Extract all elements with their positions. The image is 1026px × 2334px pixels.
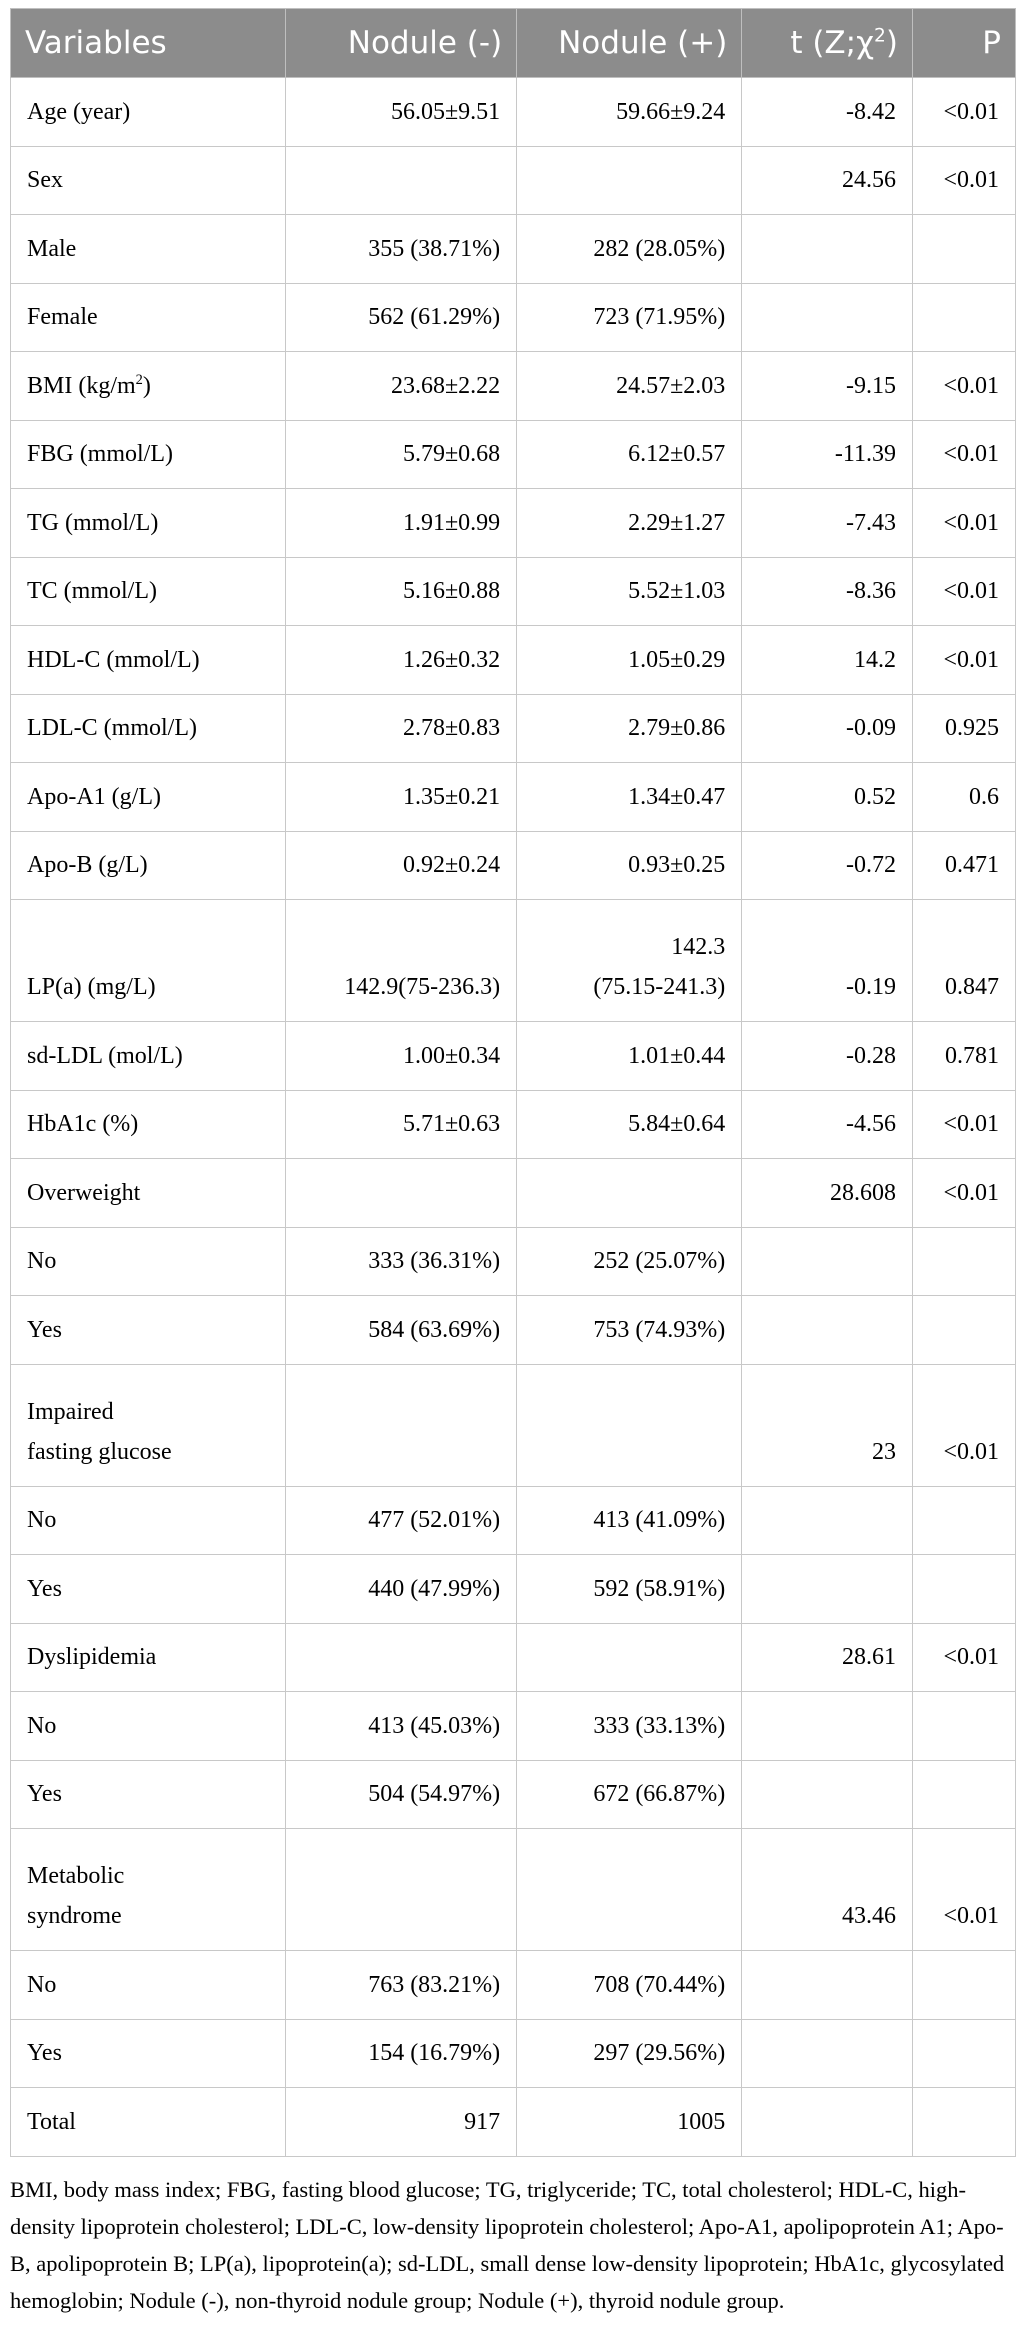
cell-p-value: 0.6 [912,763,1015,832]
row-label: TG (mmol/L) [11,489,286,558]
cell-nodule-positive [517,1623,742,1692]
cell-nodule-negative: 142.9(75-236.3) [286,900,517,1022]
row-label: LP(a) (mg/L) [11,900,286,1022]
characteristics-table [10,8,1016,2157]
cell-nodule-negative [286,146,517,215]
cell-nodule-negative: 1.35±0.21 [286,763,517,832]
cell-nodule-positive: 708 (70.44%) [517,1951,742,2020]
row-label [11,1829,286,1951]
cell-p-value [912,2019,1015,2088]
cell-nodule-positive [517,1159,742,1228]
cell-nodule-positive: 6.12±0.57 [517,420,742,489]
row-label: No [11,1951,286,2020]
table-row [11,557,1016,626]
header-stat-suffix: ) [885,25,898,61]
header-test-statistic [742,9,913,78]
cell-p-value: <0.01 [912,1623,1015,1692]
cell-nodule-positive: 413 (41.09%) [517,1486,742,1555]
header-p-value: P [912,9,1015,78]
table-row [11,146,1016,215]
cell-statistic: 43.46 [742,1829,913,1951]
cell-p-value: 0.925 [912,694,1015,763]
cell-statistic [742,2019,913,2088]
cell-statistic: -0.28 [742,1022,913,1091]
cell-statistic: -11.39 [742,420,913,489]
cell-nodule-negative: 763 (83.21%) [286,1951,517,2020]
cell-statistic [742,1486,913,1555]
cell-nodule-positive: 282 (28.05%) [517,215,742,284]
cell-statistic: -8.42 [742,78,913,147]
row-label-sup: 2 [135,371,143,388]
cell-nodule-negative: 5.16±0.88 [286,557,517,626]
cell-nodule-positive: 2.29±1.27 [517,489,742,558]
cell-p-value: <0.01 [912,1364,1015,1486]
row-label-line-2: fasting glucose [27,1438,172,1465]
cell-nodule-positive: 592 (58.91%) [517,1555,742,1624]
row-label: FBG (mmol/L) [11,420,286,489]
table-row [11,900,1016,1022]
row-label: LDL-C (mmol/L) [11,694,286,763]
cell-nodule-negative: 917 [286,2088,517,2157]
cell-nodule-positive [517,1829,742,1951]
cell-nodule-positive: 1.01±0.44 [517,1022,742,1091]
table-row [11,1555,1016,1624]
cell-p-value: 0.847 [912,900,1015,1022]
cell-statistic [742,2088,913,2157]
cell-p-value: <0.01 [912,352,1015,421]
cell-statistic [742,283,913,352]
cell-statistic: -9.15 [742,352,913,421]
cell-nodule-negative: 2.78±0.83 [286,694,517,763]
cell-p-value [912,215,1015,284]
cell-nodule-negative: 23.68±2.22 [286,352,517,421]
cell-statistic: -0.09 [742,694,913,763]
cell-nodule-positive: 5.84±0.64 [517,1090,742,1159]
cell-nodule-positive [517,1364,742,1486]
table-row [11,215,1016,284]
cell-nodule-negative: 440 (47.99%) [286,1555,517,1624]
cell-p-value: <0.01 [912,489,1015,558]
cell-line-1: 142.3 [671,934,726,960]
table-row [11,626,1016,695]
cell-nodule-positive: 753 (74.93%) [517,1296,742,1365]
row-label-line-2: syndrome [27,1903,122,1929]
cell-statistic [742,1692,913,1761]
cell-p-value [912,283,1015,352]
cell-nodule-negative: 56.05±9.51 [286,78,517,147]
table-row [11,1227,1016,1296]
table-row [11,1022,1016,1091]
cell-nodule-positive [517,146,742,215]
cell-statistic [742,1951,913,2020]
cell-statistic: -0.72 [742,831,913,900]
header-variables: Variables [11,9,286,78]
cell-p-value [912,1486,1015,1555]
cell-p-value [912,1951,1015,2020]
cell-nodule-positive: 1.05±0.29 [517,626,742,695]
cell-nodule-negative: 584 (63.69%) [286,1296,517,1365]
cell-nodule-negative: 1.00±0.34 [286,1022,517,1091]
row-label: Sex [11,146,286,215]
cell-p-value: <0.01 [912,1090,1015,1159]
cell-nodule-positive: 2.79±0.86 [517,694,742,763]
cell-nodule-positive: 297 (29.56%) [517,2019,742,2088]
table-row [11,1951,1016,2020]
table-row [11,1296,1016,1365]
table-row [11,489,1016,558]
cell-nodule-negative: 355 (38.71%) [286,215,517,284]
cell-statistic: 0.52 [742,763,913,832]
cell-statistic: -4.56 [742,1090,913,1159]
table-footnote: BMI, body mass index; FBG, fasting blood glucose; TG, triglyceride; TC, total cholesterol; HDL-C, high-density lipoprotein cholesterol; LDL-C, low-density lipoprotein cholesterol; Apo-A1, apolipoprotein A1; Apo-B, apolipoprotein B; LP(a), lipoprotein(a); sd-LDL, small dense low-density lipoprotein; HbA1c, glycosylated hemoglobin; Nodule (-), non-thyroid nodule group; Nodule (+), thyroid nodule group. [10,2176,1005,2313]
table-row [11,1486,1016,1555]
row-label: Apo-B (g/L) [11,831,286,900]
cell-p-value [912,1760,1015,1829]
cell-nodule-positive: 24.57±2.03 [517,352,742,421]
cell-statistic: -8.36 [742,557,913,626]
cell-p-value [912,2088,1015,2157]
cell-line-2: (75.15-241.3) [593,974,726,1000]
cell-statistic [742,1227,913,1296]
cell-nodule-positive: 723 (71.95%) [517,283,742,352]
cell-p-value: <0.01 [912,1829,1015,1951]
header-nodule-negative: Nodule (-) [286,9,517,78]
table-row [11,2088,1016,2157]
cell-nodule-negative: 154 (16.79%) [286,2019,517,2088]
cell-p-value: <0.01 [912,1159,1015,1228]
cell-nodule-negative [286,1829,517,1951]
cell-p-value: 0.781 [912,1022,1015,1091]
row-label: HbA1c (%) [11,1090,286,1159]
cell-nodule-positive: 672 (66.87%) [517,1760,742,1829]
cell-nodule-negative: 1.91±0.99 [286,489,517,558]
table-row [11,420,1016,489]
table-row [11,694,1016,763]
cell-statistic: -7.43 [742,489,913,558]
table-container [10,8,1016,2319]
row-label-end: ) [142,372,151,399]
row-label: No [11,1486,286,1555]
table-row [11,1623,1016,1692]
row-label: Male [11,215,286,284]
table-row [11,1829,1016,1951]
row-label: sd-LDL (mol/L) [11,1022,286,1091]
cell-statistic [742,1555,913,1624]
header-stat-sup: 2 [874,25,886,47]
table-row [11,1090,1016,1159]
cell-p-value [912,1227,1015,1296]
cell-nodule-negative: 562 (61.29%) [286,283,517,352]
table-row [11,831,1016,900]
cell-statistic: 14.2 [742,626,913,695]
cell-p-value: <0.01 [912,78,1015,147]
table-row [11,763,1016,832]
cell-p-value [912,1692,1015,1761]
cell-nodule-positive: 333 (33.13%) [517,1692,742,1761]
cell-nodule-negative: 1.26±0.32 [286,626,517,695]
row-label: Yes [11,1555,286,1624]
cell-nodule-positive: 0.93±0.25 [517,831,742,900]
cell-nodule-negative: 5.79±0.68 [286,420,517,489]
row-label-line-1: Metabolic [27,1863,125,1889]
cell-p-value: <0.01 [912,420,1015,489]
table-row [11,1692,1016,1761]
row-label: No [11,1227,286,1296]
row-label-text: BMI (kg/m [27,372,136,399]
cell-nodule-positive: 59.66±9.24 [517,78,742,147]
row-label: TC (mmol/L) [11,557,286,626]
cell-nodule-positive: 1.34±0.47 [517,763,742,832]
cell-statistic: 28.61 [742,1623,913,1692]
cell-statistic [742,1296,913,1365]
cell-nodule-positive: 5.52±1.03 [517,557,742,626]
table-row [11,352,1016,421]
cell-nodule-negative: 0.92±0.24 [286,831,517,900]
cell-statistic: 24.56 [742,146,913,215]
row-label: HDL-C (mmol/L) [11,626,286,695]
cell-p-value [912,1555,1015,1624]
cell-p-value: 0.471 [912,831,1015,900]
row-label: Dyslipidemia [11,1623,286,1692]
header-nodule-positive: Nodule (+) [517,9,742,78]
table-row [11,283,1016,352]
cell-nodule-negative: 333 (36.31%) [286,1227,517,1296]
row-label: Apo-A1 (g/L) [11,763,286,832]
cell-statistic: 28.608 [742,1159,913,1228]
cell-statistic: -0.19 [742,900,913,1022]
row-label: No [11,1692,286,1761]
row-label: Yes [11,2019,286,2088]
cell-statistic [742,215,913,284]
cell-p-value: <0.01 [912,626,1015,695]
cell-nodule-negative: 413 (45.03%) [286,1692,517,1761]
cell-statistic [742,1760,913,1829]
row-label: Age (year) [11,78,286,147]
cell-nodule-negative: 504 (54.97%) [286,1760,517,1829]
cell-nodule-negative [286,1159,517,1228]
cell-nodule-negative: 477 (52.01%) [286,1486,517,1555]
cell-nodule-negative: 5.71±0.63 [286,1090,517,1159]
header-stat-prefix: t (Z;χ [790,25,875,61]
cell-nodule-positive: 1005 [517,2088,742,2157]
table-row [11,78,1016,147]
cell-statistic: 23 [742,1364,913,1486]
cell-nodule-negative [286,1364,517,1486]
row-label: Yes [11,1760,286,1829]
cell-p-value: <0.01 [912,146,1015,215]
cell-nodule-negative [286,1623,517,1692]
table-row [11,1364,1016,1486]
cell-nodule-positive [517,900,742,1022]
table-row [11,1159,1016,1228]
row-label: Female [11,283,286,352]
row-label: Overweight [11,1159,286,1228]
row-label-line-1: Impaired [27,1398,114,1425]
row-label: Total [11,2088,286,2157]
cell-p-value [912,1296,1015,1365]
cell-nodule-positive: 252 (25.07%) [517,1227,742,1296]
row-label: Yes [11,1296,286,1365]
cell-p-value: <0.01 [912,557,1015,626]
table-header-row [11,9,1016,78]
table-row [11,2019,1016,2088]
row-label [11,352,286,421]
table-row [11,1760,1016,1829]
row-label [11,1364,286,1486]
